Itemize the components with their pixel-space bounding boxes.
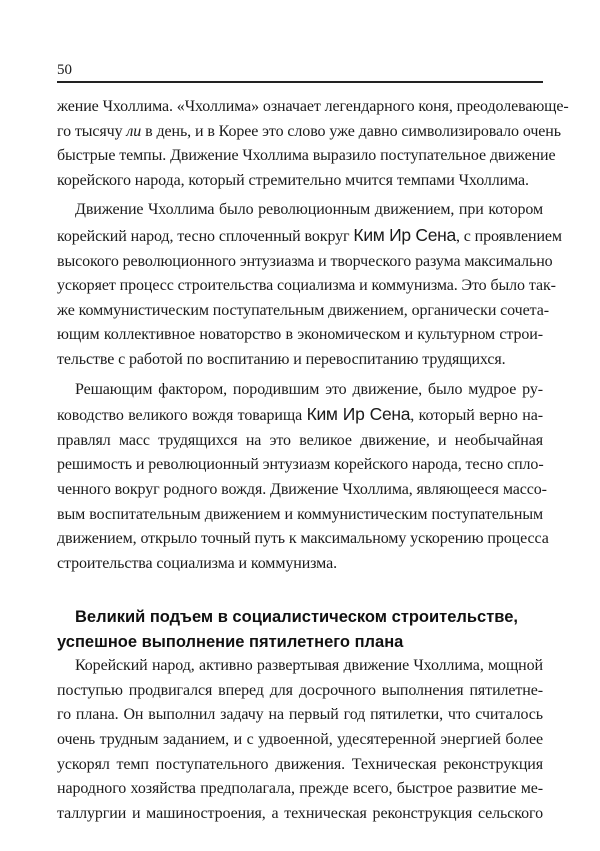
text-line: ускорял темп поступательного движения. Техническая реконструкция <box>57 755 543 773</box>
text-line: жение Чхоллима. «Чхоллима» означает легендарного коня, преодолевающе- <box>57 98 569 115</box>
text-line: Движение Чхоллима было революционным движением, при котором <box>75 201 543 219</box>
paragraph-2 <box>57 198 562 372</box>
text-span: ководство великого вождя товарища <box>57 407 307 425</box>
text-line: высокого революционного энтузиазма и творческого разума максимально <box>57 252 553 270</box>
text-line: правлял масс трудящихся на это великое движение, и необычайная <box>57 431 543 449</box>
text-line: ускоряет процесс строительства социализма и коммунизма. Это было так- <box>57 277 556 295</box>
text-span: го тысячу <box>57 122 127 140</box>
text-line: быстрые темпы. Движение Чхоллима выразило поступательное движение <box>57 147 556 165</box>
text-line: корейского народа, который стремительно мчится темпами Чхоллима. <box>57 171 529 189</box>
text-line <box>57 223 562 250</box>
text-line <box>57 120 561 145</box>
paragraph-3 <box>57 378 549 577</box>
leader-name: Ким Ир Сена <box>306 404 411 425</box>
section-heading-line-2: успешное выполнение пятилетнего плана <box>57 632 404 651</box>
page-number: 50 <box>57 62 72 78</box>
text-line: ющим коллективное новаторство в экономическом и культурном строи- <box>57 326 543 344</box>
text-line: Корейский народ, активно развертывая движение Чхоллима, мощной <box>75 657 543 675</box>
text-span: корейский народ, тесно сплоченный вокруг <box>57 227 354 245</box>
page-body <box>57 95 569 826</box>
section-heading-line-1: Великий подъем в социалистическом строительстве, <box>75 608 518 627</box>
text-line: Решающим фактором, породившим это движение, было мудрое ру- <box>75 380 543 398</box>
section-heading <box>57 605 543 654</box>
text-line: таллургии и машиностроения, а техническая реконструкция сельского <box>57 804 543 822</box>
book-page <box>57 62 569 826</box>
text-span: , который верно на- <box>410 407 543 425</box>
text-line: вым воспитательным движением и коммунистическим поступательным <box>57 505 543 523</box>
text-span: в день, и в Корее это слово уже давно символизировало очень <box>141 122 561 140</box>
text-line: решимость и революционный энтузиазм корейского народа, тесно спло- <box>57 456 544 474</box>
text-line: движением, открыло точный путь к максимальному ускорению процесса <box>57 530 549 548</box>
italic-term: ли <box>126 122 142 140</box>
text-span: , с проявлением <box>455 227 562 245</box>
text-line: го плана. Он выполнил задачу на первый год пятилетки, что считалось <box>57 706 543 724</box>
text-line: строительства социализма и коммунизма. <box>57 554 337 572</box>
text-line: очень трудным заданием, и с удвоенной, удесятеренной энергией более <box>57 731 543 749</box>
paragraph-1 <box>57 95 569 193</box>
page-header <box>57 62 543 83</box>
text-line <box>57 402 543 429</box>
text-line: же коммунистическим поступательным движением, органически сочета- <box>57 301 549 319</box>
text-line: поступью продвигался вперед для досрочного выполнения пятилетне- <box>57 681 543 699</box>
text-line: тельстве с работой по воспитанию и перевоспитанию трудящихся. <box>57 350 506 368</box>
text-line: народного хозяйства предполагала, прежде всего, быстрое развитие ме- <box>57 780 543 798</box>
leader-name: Ким Ир Сена <box>353 224 456 245</box>
paragraph-4 <box>57 654 543 826</box>
text-line: ченного вокруг родного вождя. Движение Чхоллима, являющееся массо- <box>57 480 547 498</box>
